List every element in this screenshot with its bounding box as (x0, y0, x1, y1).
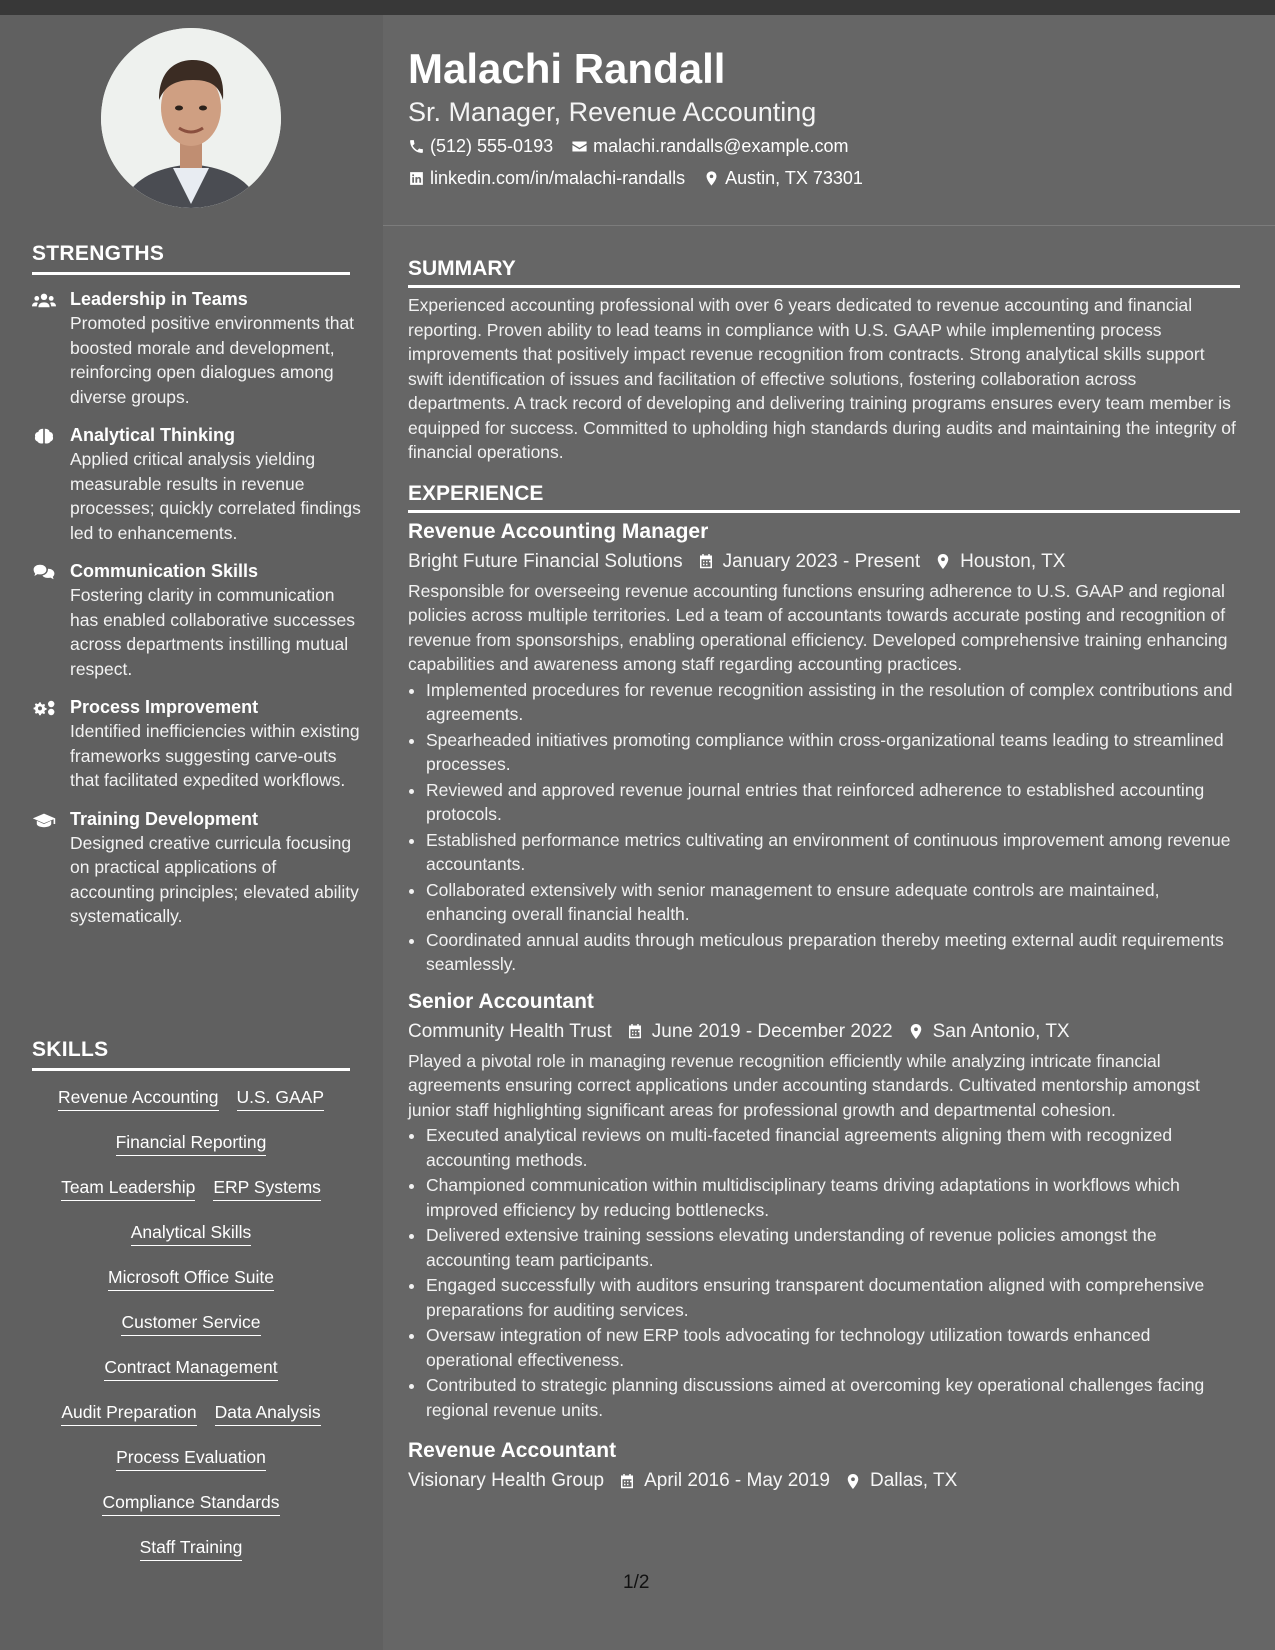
contact-row-1 (408, 134, 848, 158)
job-title: Revenue Accounting Manager (408, 519, 709, 543)
job-dates: January 2023 - Present (722, 550, 921, 572)
strength-item: Leadership in Teams Promoted positive environments that boosted morale and development, reinforcing open dialogues among diverse groups. (32, 287, 362, 409)
graduation-cap-icon (32, 811, 56, 829)
contact-phone[interactable]: (512) 555-0193 (408, 134, 553, 158)
brain-icon (32, 427, 56, 445)
skills-heading: SKILLS (32, 1038, 109, 1061)
strengths-list (32, 287, 362, 943)
skill-chip: U.S. GAAP (237, 1085, 325, 1111)
skill-chip: Data Analysis (215, 1400, 321, 1426)
candidate-name: Malachi Randall (408, 45, 726, 92)
skill-chip: Process Evaluation (116, 1445, 266, 1471)
candidate-title: Sr. Manager, Revenue Accounting (408, 97, 817, 127)
header-divider (383, 225, 1275, 226)
experience-rule (408, 510, 1240, 513)
job-meta (408, 548, 1240, 576)
skill-chip: Team Leadership (61, 1175, 195, 1201)
job-entry (408, 517, 1240, 977)
experience-heading: EXPERIENCE (408, 481, 544, 505)
contact-email[interactable]: malachi.randalls@example.com (571, 134, 848, 158)
job-description: Played a pivotal role in managing revenue recognition efficiently while analyzing intricate financial agreements ensuring correct applications under accounting standards. Cultivated mentorship amongst junior staff highlighting significant areas for professional growth and departmental cohesion. (408, 1050, 1200, 1120)
strength-item: Training Development Designed creative curricula focusing on practical applications of accounting principles; elevated ability systematically. (32, 807, 362, 929)
job-location: Houston, TX (960, 550, 1066, 572)
skills-list (32, 1085, 350, 1580)
list-item: • Executed analytical reviews on multi-faceted financial agreements aligning them with recognized accounting methods. (426, 1123, 1240, 1172)
job-description: Responsible for overseeing revenue accounting functions ensuring adherence to U.S. GAAP and regional policies across multiple territories. Led a team of accountants towards accurate posting and recognition of revenue from sponsorships, enabling operational efficiency. Developed comprehensive training enhancing capabilities and awareness among staff regarding accounting practices. (408, 580, 1228, 674)
strengths-rule (32, 272, 350, 275)
avatar (101, 28, 281, 208)
job-title: Revenue Accountant (408, 1439, 617, 1462)
main-column (408, 255, 1240, 1495)
skills-rule (32, 1068, 350, 1071)
list-item: • Contributed to strategic planning discussions aimed at overcoming key operational challenges facing regional revenue units. (426, 1373, 1240, 1422)
job-company: Bright Future Financial Solutions (408, 550, 683, 572)
calendar-icon (697, 552, 715, 571)
list-item: • Engaged successfully with auditors ensuring transparent documentation aligned with comprehensive preparations for auditing services. (426, 1273, 1240, 1322)
list-item: • Established performance metrics cultivating an environment of continuous improvement among revenue accountants. (426, 828, 1240, 877)
contact-row-2 (408, 166, 863, 190)
job-entry (408, 987, 1240, 1423)
skill-chip: Staff Training (140, 1535, 243, 1561)
skill-chip: Contract Management (104, 1355, 277, 1381)
strength-item: Process Improvement Identified inefficiencies within existing frameworks suggesting carve-outs that facilitated expedited workflows. (32, 695, 362, 793)
job-dates: June 2019 - December 2022 (651, 1020, 893, 1042)
list-item: • Reviewed and approved revenue journal entries that reinforced adherence to established accounting protocols. (426, 778, 1240, 827)
job-bullets (408, 678, 1240, 977)
map-pin-icon (703, 170, 720, 187)
list-item: • Collaborated extensively with senior management to ensure adequate controls are maintained, enhancing overall financial health. (426, 878, 1240, 927)
job-entry (408, 1436, 1240, 1495)
linkedin-icon (408, 170, 425, 187)
phone-icon (408, 138, 425, 155)
job-location: San Antonio, TX (932, 1020, 1070, 1042)
skill-chip: Financial Reporting (116, 1130, 267, 1156)
contact-location: Austin, TX 73301 (703, 166, 863, 190)
skill-chip: Audit Preparation (61, 1400, 196, 1426)
strengths-heading: STRENGTHS (32, 242, 165, 265)
job-meta (408, 1018, 1240, 1046)
skill-chip: Customer Service (121, 1310, 260, 1336)
calendar-icon (618, 1472, 636, 1491)
job-location: Dallas, TX (869, 1470, 958, 1491)
summary-heading: SUMMARY (408, 257, 516, 280)
skill-chip: Revenue Accounting (58, 1085, 219, 1111)
list-item: • Coordinated annual audits through meticulous preparation thereby meeting external audit requirements seamlessly. (426, 928, 1240, 977)
skill-chip: Compliance Standards (102, 1490, 279, 1516)
list-item: • Delivered extensive training sessions elevating understanding of revenue policies amongst the accounting team participants. (426, 1223, 1240, 1272)
users-icon (32, 291, 56, 309)
skill-chip: ERP Systems (213, 1175, 321, 1201)
job-title: Senior Accountant (408, 989, 594, 1013)
list-item: • Championed communication within multidisciplinary teams driving adaptations in workflows which improved efficiency by reducing bottlenecks. (426, 1173, 1240, 1222)
job-dates: April 2016 - May 2019 (644, 1470, 830, 1491)
map-pin-icon (934, 552, 952, 571)
list-item: • Implemented procedures for revenue recognition assisting in the resolution of complex contributions and agreements. (426, 678, 1240, 727)
job-company: Community Health Trust (408, 1020, 612, 1042)
strength-item: Analytical Thinking Applied critical analysis yielding measurable results in revenue processes; quickly correlated findings led to enhancements. (32, 423, 362, 545)
list-item: • Spearheaded initiatives promoting compliance within cross-organizational teams leading to streamlined processes. (426, 728, 1240, 777)
job-company: Visionary Health Group (408, 1470, 605, 1491)
page-indicator: 1/2 (623, 1572, 650, 1593)
job-bullets (408, 1123, 1240, 1422)
top-bar (0, 0, 1275, 15)
profile-photo (101, 28, 281, 208)
list-item: • Oversaw integration of new ERP tools advocating for technology utilization towards enhanced operational effectiveness. (426, 1323, 1240, 1372)
comments-icon (32, 563, 56, 581)
contact-linkedin[interactable]: linkedin.com/in/malachi-randalls (408, 166, 685, 190)
job-meta (408, 1467, 1240, 1495)
strength-item: Communication Skills Fostering clarity in communication has enabled collaborative successes across departments instilling mutual respect. (32, 559, 362, 681)
summary-text: Experienced accounting professional with over 6 years dedicated to revenue accounting and financial reporting. Proven ability to lead teams in compliance with U.S. GAAP while implementing process improvements that positively impact revenue recognition from contracts. Strong analytical skills support swift identification of issues and facilitation of effective solutions, fostering collaboration across departments. A track record of developing and delivering training programs ensures every team member is equipped for success. Committed to upholding high standards during audits and maintaining the integrity of financial operations. (408, 295, 1236, 462)
map-pin-icon (844, 1472, 862, 1491)
calendar-icon (626, 1022, 644, 1041)
envelope-icon (571, 138, 588, 155)
cogs-icon (32, 699, 56, 717)
skill-chip: Microsoft Office Suite (108, 1265, 274, 1291)
map-pin-icon (907, 1022, 925, 1041)
skill-chip: Analytical Skills (131, 1220, 252, 1246)
summary-rule (408, 285, 1240, 288)
